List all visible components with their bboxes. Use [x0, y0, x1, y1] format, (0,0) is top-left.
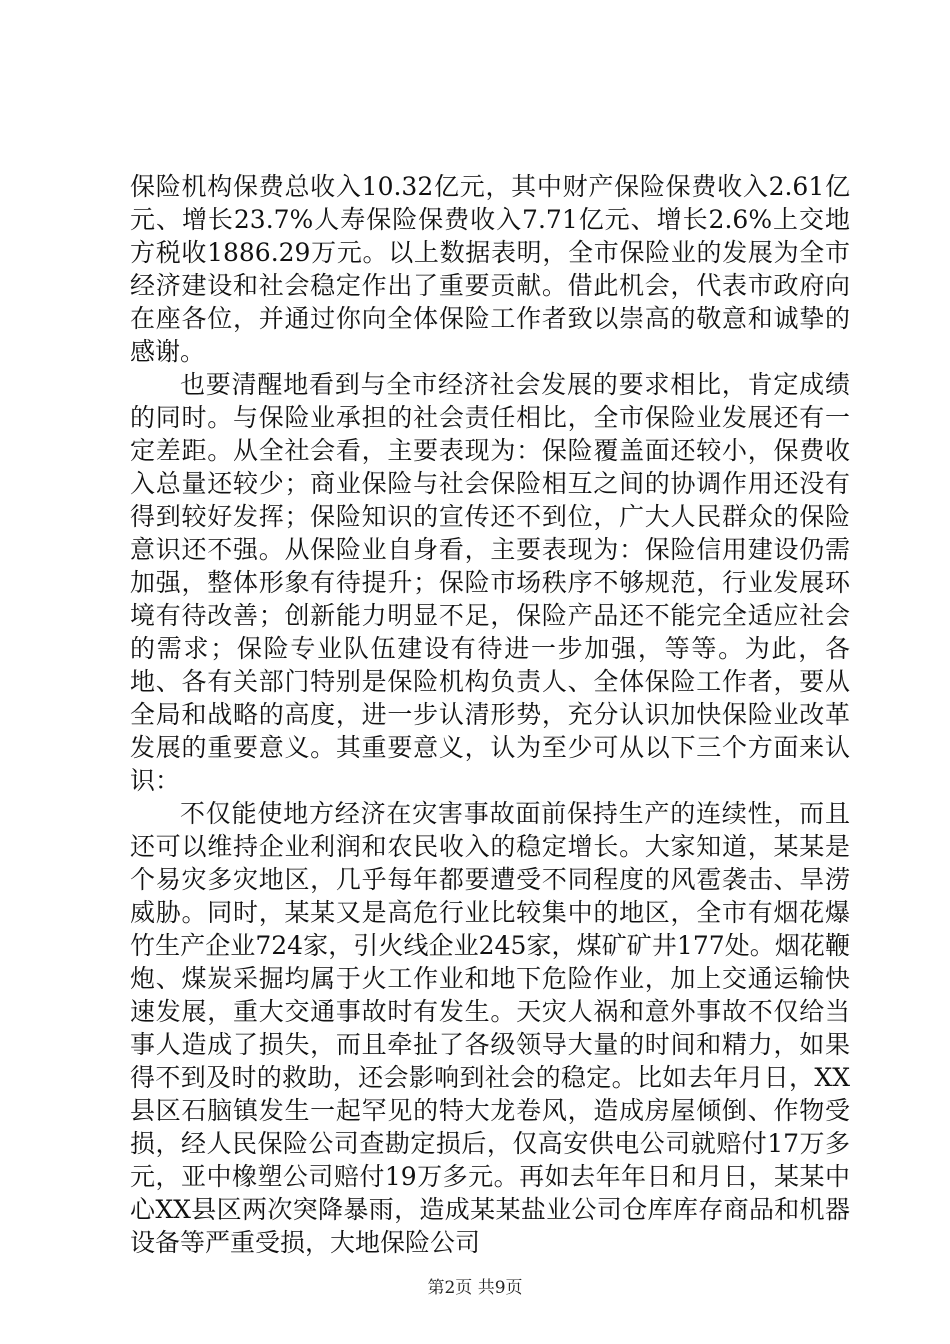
- paragraph-3: 不仅能使地方经济在灾害事故面前保持生产的连续性，而且还可以维持企业利润和农民收入的稳定增长。大家知道，某某是个易灾多灾地区，几乎每年都要遭受不同程度的风雹袭击、旱涝威胁。同时，某某又是高危行业比较集中的地区，全市有烟花爆竹生产企业724家，引火线企业245家，煤矿矿井177处。烟花鞭炮、煤炭采掘均属于火工作业和地下危险作业，加上交通运输快速发展，重大交通事故时有发生。天灾人祸和意外事故不仅给当事人造成了损失，而且牵扯了各级领导大量的时间和精力，如果得不到及时的救助，还会影响到社会的稳定。比如去年月日，XX县区石脑镇发生一起罕见的特大龙卷风，造成房屋倾倒、作物受损，经人民保险公司查勘定损后，仅高安供电公司就赔付17万多元，亚中橡塑公司赔付19万多元。再如去年年日和月日，某某中心XX县区两次突降暴雨，造成某某盐业公司仓库库存商品和机器设备等严重受损，大地保险公司: [130, 799, 850, 1257]
- paragraph-1: 保险机构保费总收入10.32亿元，其中财产保险保费收入2.61亿元、增长23.7%人寿保险保费收入7.71亿元、增长2.6%上交地方税收1886.29万元。以上数据表明，全市保险业的发展为全市经济建设和社会稳定作出了重要贡献。借此机会，代表市政府向在座各位，并通过你向全体保险工作者致以崇高的敬意和诚挚的感谢。: [130, 172, 850, 366]
- document-body: [130, 170, 850, 1259]
- paragraph-2: 也要清醒地看到与全市经济社会发展的要求相比，肯定成绩的同时。与保险业承担的社会责任相比，全市保险业发展还有一定差距。从全社会看，主要表现为：保险覆盖面还较小，保费收入总量还较少；商业保险与社会保险相互之间的协调作用还没有得到较好发挥；保险知识的宣传还不到位，广大人民群众的保险意识还不强。从保险业自身看，主要表现为：保险信用建设仍需加强，整体形象有待提升；保险市场秩序不够规范，行业发展环境有待改善；创新能力明显不足，保险产品还不能完全适应社会的需求；保险专业队伍建设有待进一步加强，等等。为此，各地、各有关部门特别是保险机构负责人、全体保险工作者，要从全局和战略的高度，进一步认清形势，充分认识加快保险业改革发展的重要意义。其重要意义，认为至少可从以下三个方面来认识：: [130, 370, 850, 795]
- page-footer: 第2页 共9页: [427, 1278, 523, 1298]
